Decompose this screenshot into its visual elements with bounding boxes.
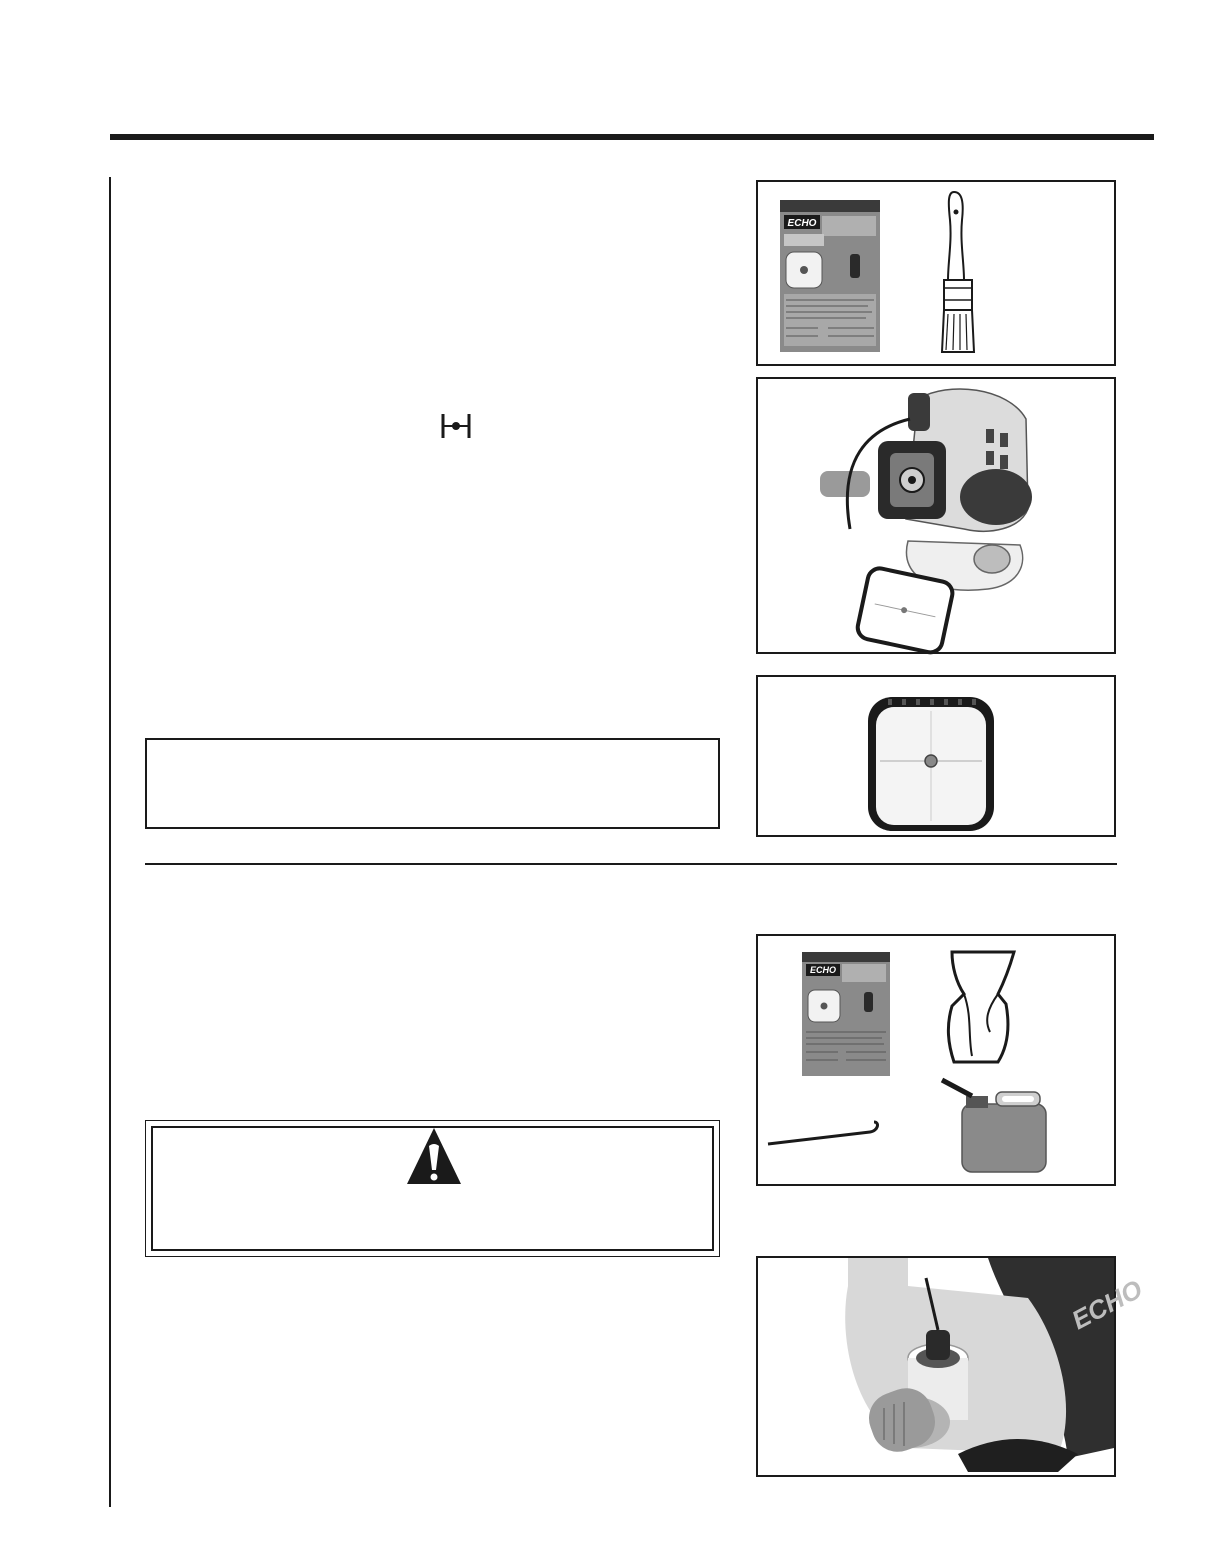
figure-air-filter-kit-and-brush [756,180,1116,366]
engine-logo: ECHO [1066,1273,1148,1336]
figure-fuel-filter-kit-tools [756,934,1116,1186]
figure-air-filter-element [756,675,1116,837]
kit-logo: ECHO [787,218,817,229]
warning-box [145,1120,720,1257]
warning-triangle-icon [405,1126,463,1186]
figure-engine-cover-removed [756,377,1116,654]
left-margin-rule [109,177,111,1507]
figure-fuel-tank-filter [756,1256,1148,1477]
kit-logo: ECHO [809,965,837,975]
section-divider [145,863,1117,865]
top-rule [110,134,1154,140]
note-box [145,738,720,829]
choke-symbol-icon [440,412,472,440]
